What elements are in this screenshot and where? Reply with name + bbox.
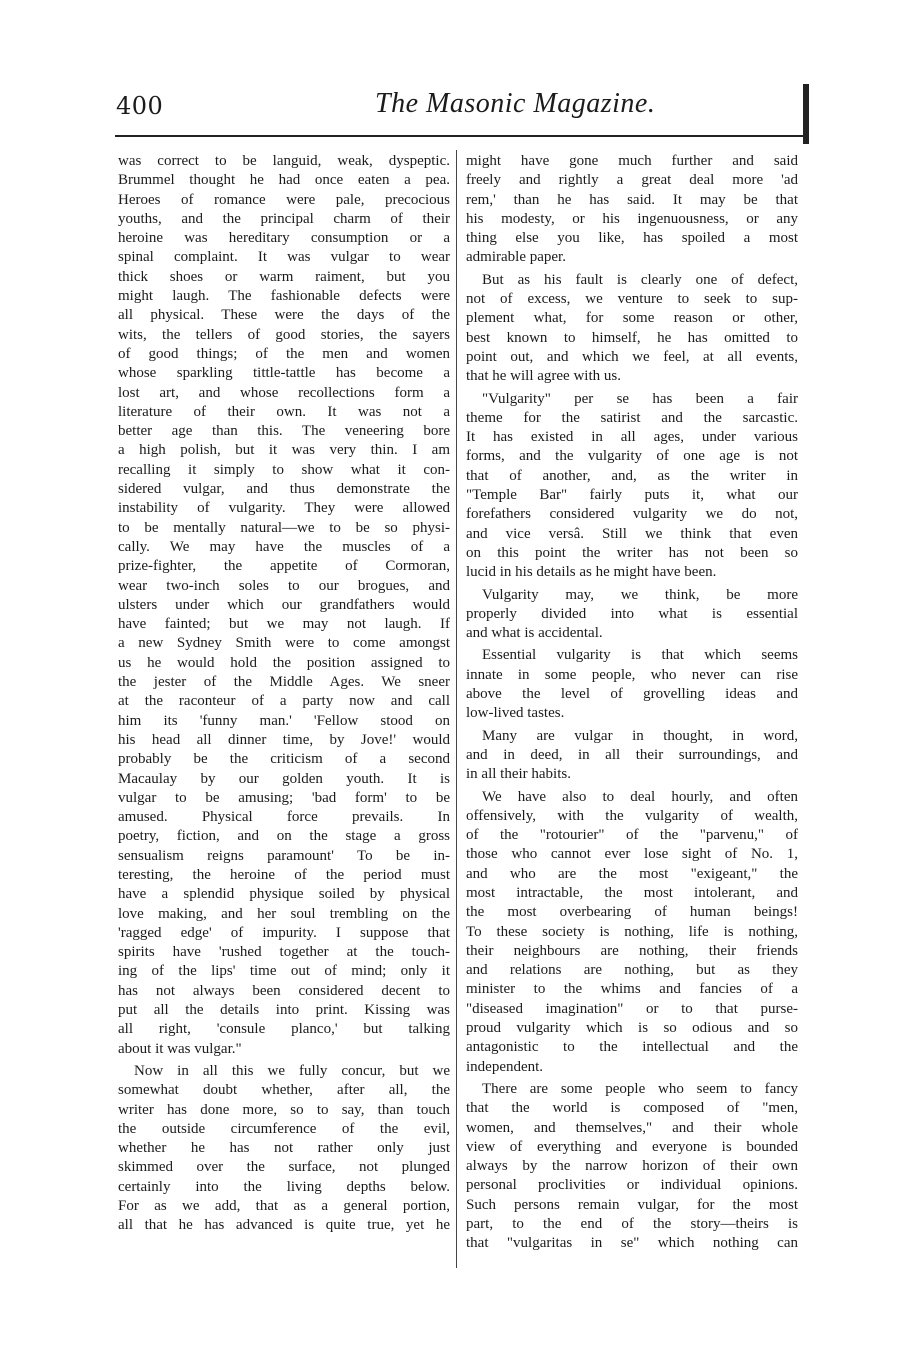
text-line: the most overbearing of human beings!	[466, 904, 798, 921]
text-line: all that he has advanced is quite true, yet he	[118, 1217, 450, 1234]
text-line: at the raconteur of a party now and call	[118, 693, 450, 710]
text-line: most intractable, the most intolerant, and	[466, 884, 798, 901]
text-line: a new Sydney Smith were to come amongst	[118, 635, 450, 652]
text-line: has not always been considered decent to	[118, 982, 450, 999]
text-line: us he would hold the position assigned to	[118, 654, 450, 671]
text-line: and what is accidental.	[466, 625, 603, 642]
text-line: antagonistic to the intellectual and the	[466, 1039, 798, 1056]
text-line: amused. Physical force prevails. In	[118, 809, 450, 826]
text-line: cally. We may have the muscles of a	[118, 538, 450, 555]
text-line: prize-fighter, the appetite of Cormoran,	[118, 558, 450, 575]
text-line: somewhat doubt whether, after all, the	[118, 1082, 450, 1099]
text-line: him its 'funny man.' 'Fellow stood on	[118, 712, 450, 729]
text-line: of good things; of the men and women	[118, 345, 450, 362]
text-line: minister to the whims and fancies of a	[466, 981, 798, 998]
text-line: Essential vulgarity is that which seems	[482, 647, 798, 664]
text-line: thing else you like, has spoiled a most	[466, 230, 798, 247]
text-line: a high polish, but it was very thin. I am	[118, 442, 450, 459]
text-line: sensualism reigns paramount' To be in-	[118, 847, 450, 864]
text-line: recalling it simply to show what it con-	[118, 461, 450, 478]
text-line: independent.	[466, 1058, 544, 1075]
text-line: have a splendid physique soiled by physical	[118, 886, 450, 903]
text-line: on this point the writer has not been so	[466, 544, 798, 561]
text-line: spinal complaint. It was vulgar to wear	[118, 249, 450, 266]
right-column	[466, 152, 798, 1254]
text-line: have fainted; but we may not laugh. If	[118, 616, 450, 633]
text-line: Many are vulgar in thought, in word,	[482, 727, 798, 744]
text-line: better age than this. The veneering bore	[118, 423, 450, 440]
text-line: ulsters under which our grandfathers would	[118, 596, 450, 613]
text-line: There are some people who seem to fancy	[482, 1080, 798, 1097]
text-line: 'ragged edge' of impurity. I suppose that	[118, 924, 450, 941]
text-line: those who cannot ever lose sight of No. 1,	[466, 846, 798, 863]
text-line: proud vulgarity which is so odious and so	[466, 1020, 798, 1037]
text-line: forms, and the vulgarity of one age is not	[466, 448, 798, 465]
text-line: youths, and the principal charm of their	[118, 210, 450, 227]
text-line: all physical. These were the days of the	[118, 307, 450, 324]
text-line: Such persons remain vulgar, for the most	[466, 1196, 798, 1213]
text-line: to be mentally natural—we to be so physi-	[118, 519, 450, 536]
text-line: innate in some people, who never can rise	[466, 666, 798, 683]
text-line: not of excess, we venture to seek to sup-	[466, 291, 798, 308]
text-line: and in deed, in all their surroundings, and	[466, 746, 798, 763]
text-line: spirits have 'rushed together at the touch-	[118, 944, 450, 961]
text-line: freely and rightly a great deal more 'ad	[466, 172, 798, 189]
text-line: Brummel thought he had once eaten a pea.	[118, 172, 450, 189]
text-line: skimmed over the surface, not plunged	[118, 1159, 450, 1176]
text-line: low-lived tastes.	[466, 705, 565, 722]
text-line: always by the narrow horizon of their own	[466, 1158, 798, 1175]
text-line: certainly into the living depths below.	[118, 1178, 450, 1195]
text-line: that the world is composed of "men,	[466, 1100, 798, 1117]
text-line: that "vulgaritas in se" which nothing can	[466, 1235, 798, 1252]
text-line: Macaulay by our golden youth. It is	[118, 770, 450, 787]
text-line: But as his fault is clearly one of defect,	[482, 271, 798, 288]
text-line: that of another, and, as the writer in	[466, 467, 798, 484]
text-line: lucid in his details as he might have been.	[466, 564, 717, 581]
header-rule	[115, 135, 805, 137]
text-line: and vice versâ. Still we think that even	[466, 525, 798, 542]
text-line: For as we add, that as a general portion,	[118, 1198, 450, 1215]
text-line: writer has done more, so to say, than touch	[118, 1101, 450, 1118]
text-line: Now in all this we fully concur, but we	[134, 1062, 450, 1079]
text-line: wear two-inch soles to our brogues, and	[118, 577, 450, 594]
text-line: "diseased imagination" or to that purse-	[466, 1000, 798, 1017]
text-line: rem,' than he has said. It may be that	[466, 191, 798, 208]
text-line: of the "rotourier" of the "parvenu," of	[466, 827, 798, 844]
text-line: put all the details into print. Kissing was	[118, 1002, 450, 1019]
text-line: thick shoes or warm raiment, but you	[118, 268, 450, 285]
text-line: literature of their own. It was not a	[118, 403, 450, 420]
text-line: love making, and her soul trembling on the	[118, 905, 450, 922]
text-line: plement what, for some reason or other,	[466, 310, 798, 327]
text-line: teresting, the heroine of the period must	[118, 866, 450, 883]
text-line: We have also to deal hourly, and often	[482, 788, 798, 805]
text-line: poetry, fiction, and on the stage a gross	[118, 828, 450, 845]
text-line: women, and themselves," and their whole	[466, 1119, 798, 1136]
text-line: theme for the satirist and the sarcastic.	[466, 409, 798, 426]
text-line: admirable paper.	[466, 249, 566, 266]
text-line: his head all dinner time, by Jove!' would	[118, 731, 450, 748]
text-line: was correct to be languid, weak, dyspeptic.	[118, 153, 450, 169]
text-line: It has existed in all ages, under various	[466, 429, 798, 446]
text-line: "Vulgarity" per se has been a fair	[482, 390, 798, 407]
text-line: lost art, and whose recollections form a	[118, 384, 450, 401]
text-line: the outside circumference of the evil,	[118, 1120, 450, 1137]
text-line: wits, the tellers of good stories, the sayers	[118, 326, 450, 343]
text-line: point out, and which we feel, at all events,	[466, 348, 798, 365]
text-line: properly divided into what is essential	[466, 605, 798, 622]
text-line: that he will agree with us.	[466, 368, 621, 385]
text-line: personal proclivities or individual opinions.	[466, 1177, 798, 1194]
text-line: might have gone much further and said	[466, 153, 798, 169]
text-line: offensively, with the vulgarity of wealth,	[466, 807, 798, 824]
text-line: and relations are nothing, but as they	[466, 962, 798, 979]
text-line: might laugh. The fashionable defects were	[118, 288, 450, 305]
text-line: To these society is nothing, life is nothing,	[466, 923, 798, 940]
text-line: the jester of the Middle Ages. We sneer	[118, 674, 450, 691]
text-line: his modesty, or his ingenuousness, or any	[466, 210, 798, 227]
text-line: sidered vulgar, and thus demonstrate the	[118, 481, 450, 498]
running-head-title: The Masonic Magazine.	[375, 88, 656, 119]
text-line: all right, 'consule planco,' but talking	[118, 1021, 450, 1038]
text-line: vulgar to be amusing; 'bad form' to be	[118, 789, 450, 806]
text-line: heroine was hereditary consumption or a	[118, 230, 450, 247]
text-line: above the level of grovelling ideas and	[466, 686, 798, 703]
text-line: part, to the end of the story—theirs is	[466, 1216, 798, 1233]
text-line: view of everything and everyone is bounded	[466, 1138, 798, 1155]
text-line: whether he has not rather only just	[118, 1140, 450, 1157]
text-line: forefathers considered vulgarity we do not,	[466, 506, 798, 523]
binding-edge-mark	[803, 84, 809, 144]
text-line: their neighbours are nothing, their friends	[466, 942, 798, 959]
text-line: in all their habits.	[466, 766, 571, 783]
text-line: best known to himself, he has omitted to	[466, 329, 798, 346]
text-line: about it was vulgar."	[118, 1040, 242, 1057]
left-column	[118, 152, 450, 1236]
text-line: and who are the most "exigeant," the	[466, 865, 798, 882]
text-line: "Temple Bar" fairly puts it, what our	[466, 487, 798, 504]
text-line: Vulgarity may, we think, be more	[482, 586, 798, 603]
text-line: Heroes of romance were pale, precocious	[118, 191, 450, 208]
text-line: ing of the lips' time out of mind; only it	[118, 963, 450, 980]
page-number: 400	[116, 92, 164, 120]
text-line: instability of vulgarity. They were allowed	[118, 500, 450, 517]
text-line: probably be the criticism of a second	[118, 751, 450, 768]
text-line: whose sparkling tittle-tattle has become a	[118, 365, 450, 382]
column-divider	[456, 150, 457, 1268]
